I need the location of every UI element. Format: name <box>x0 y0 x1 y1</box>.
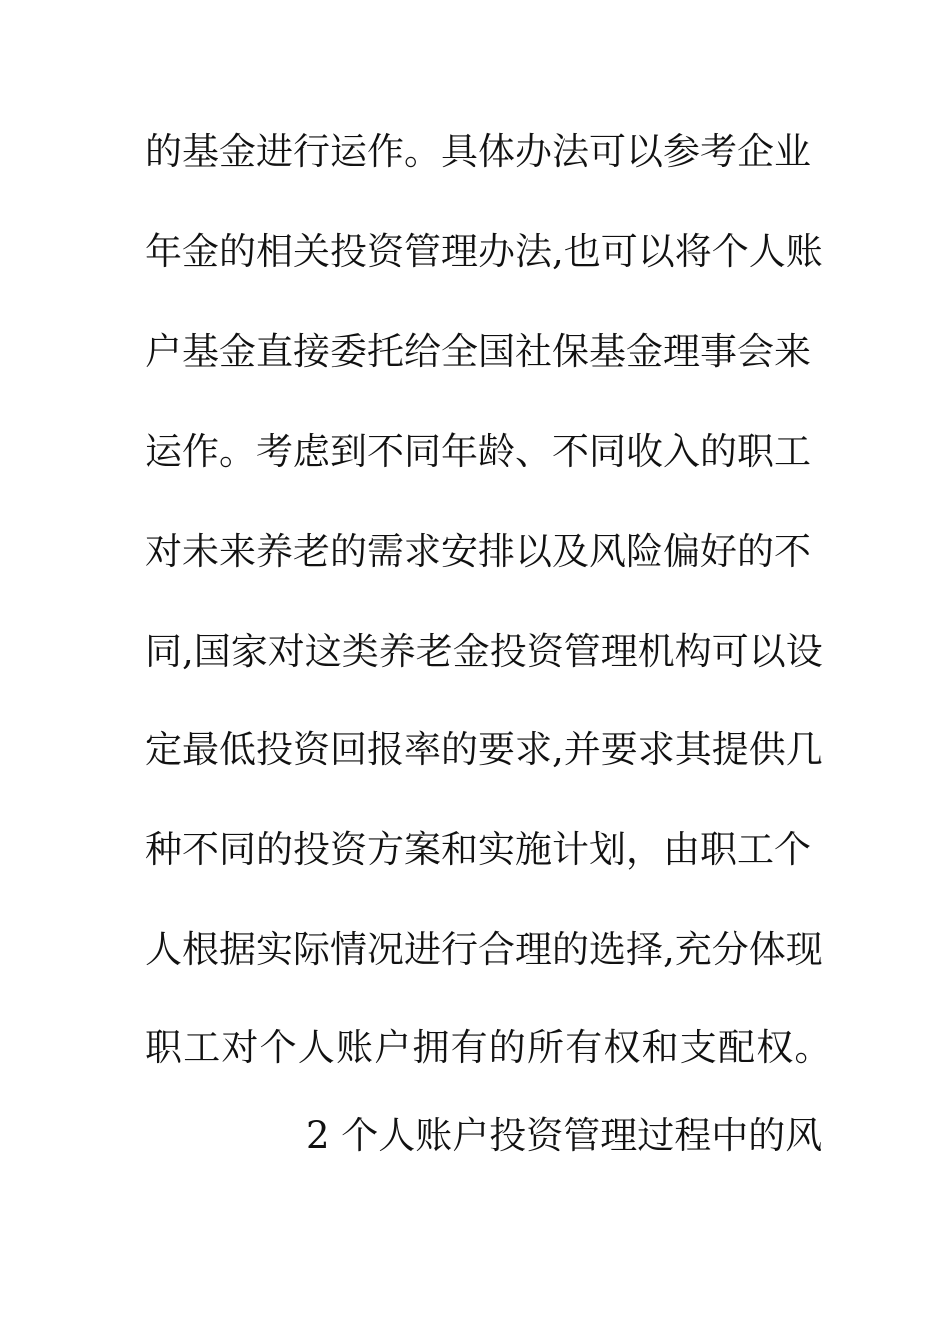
paragraph-line-3: 户基金直接委托给全国社保基金理事会来 <box>145 330 811 373</box>
paragraph-line-7: 定最低投资回报率的要求,并要求其提供几 <box>145 728 823 771</box>
paragraph-line-9: 人根据实际情况进行合理的选择,充分体现 <box>145 928 823 971</box>
section-heading: 2 个人账户投资管理过程中的风 <box>306 1114 823 1157</box>
paragraph-line-5: 对未来养老的需求安排以及风险偏好的不 <box>145 530 811 573</box>
paragraph-line-10: 职工对个人账户拥有的所有权和支配权。 <box>145 1026 833 1069</box>
paragraph-line-1: 的基金进行运作。具体办法可以参考企业 <box>145 130 811 173</box>
paragraph-line-6: 同,国家对这类养老金投资管理机构可以设 <box>145 630 823 673</box>
paragraph-line-8: 种不同的投资方案和实施计划，由职工个 <box>145 828 811 871</box>
paragraph-line-2: 年金的相关投资管理办法,也可以将个人账 <box>145 230 823 273</box>
paragraph-line-4: 运作。考虑到不同年龄、不同收入的职工 <box>145 430 811 473</box>
